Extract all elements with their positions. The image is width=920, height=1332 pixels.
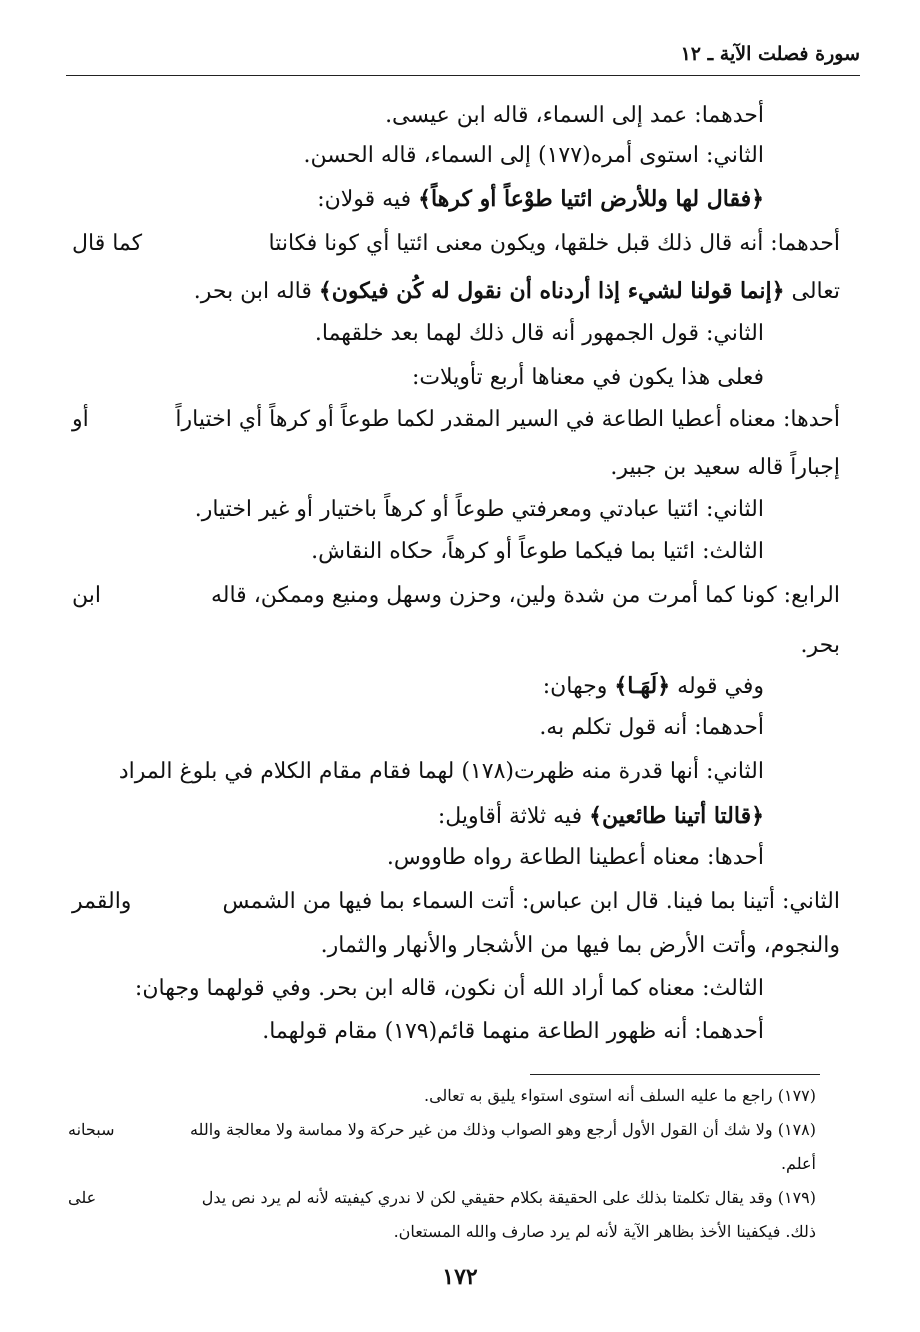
text-span: أو bbox=[72, 407, 89, 432]
running-header: سورة فصلت الآية ـ ١٢ bbox=[680, 43, 860, 65]
text-line: الثاني: استوى أمره(١٧٧) إلى السماء، قاله الحسن. bbox=[303, 143, 764, 168]
text-line bbox=[317, 183, 764, 216]
text-line bbox=[72, 228, 840, 260]
quran-quote: ﴿قالتا أتينا طائعين﴾ bbox=[589, 803, 764, 829]
text-span: والقمر bbox=[72, 889, 132, 914]
text-line: الثاني: قول الجمهور أنه قال ذلك لهما بعد خلقهما. bbox=[314, 321, 764, 346]
text-line: فعلى هذا يكون في معناها أربع تأويلات: bbox=[411, 365, 764, 390]
footnote: (١٧٧) راجع ما عليه السلف أنه استوى استواء يليق به تعالى. bbox=[423, 1086, 816, 1105]
quran-quote: ﴿إنما قولنا لشيء إذا أردناه أن نقول له كُن فيكون﴾ bbox=[318, 278, 785, 304]
text-line: والنجوم، وأتت الأرض بما فيها من الأشجار والأنهار والثمار. bbox=[320, 933, 840, 958]
text-line: أحدهما: أنه قول تكلم به. bbox=[539, 715, 764, 740]
quran-quote: ﴿فقال لها وللأرض ائتيا طوْعاً أو كرهاً﴾ bbox=[418, 186, 764, 212]
text-span: تعالى bbox=[784, 279, 840, 304]
text-span: قاله ابن بحر. bbox=[193, 279, 319, 304]
text-span: فيه قولان: bbox=[317, 187, 419, 212]
text-span: (١٧٩) وقد يقال تكلمتا بذلك على الحقيقة بكلام حقيقي لكن لا ندري كيفيته لأنه لم يرد نص يدل bbox=[201, 1188, 816, 1207]
text-line: الثاني: أنها قدرة منه ظهرت(١٧٨) لهما فقام مقام الكلام في بلوغ المراد bbox=[118, 759, 764, 784]
text-line bbox=[72, 404, 840, 436]
text-span: فيه ثلاثة أقاويل: bbox=[437, 804, 590, 829]
text-line: أحدهما: عمد إلى السماء، قاله ابن عيسى. bbox=[385, 103, 764, 128]
header-rule bbox=[66, 75, 860, 76]
text-line: الثالث: معناه كما أراد الله أن نكون، قاله ابن بحر. وفي قولهما وجهان: bbox=[134, 976, 764, 1001]
text-span: الرابع: كونا كما أمرت من شدة ولين، وحزن وسهل ومنيع وممكن، قاله bbox=[210, 583, 840, 608]
text-line bbox=[72, 886, 840, 918]
footnote bbox=[68, 1186, 816, 1210]
text-span: وفي قوله bbox=[670, 674, 764, 699]
text-line: الثاني: ائتيا عبادتي ومعرفتي طوعاً أو كرهاً باختيار أو غير اختيار. bbox=[194, 497, 764, 522]
text-line: الثالث: ائتيا بما فيكما طوعاً أو كرهاً، حكاه النقاش. bbox=[311, 539, 764, 564]
text-line: أحدها: معناه أعطينا الطاعة رواه طاووس. bbox=[386, 845, 764, 870]
text-span: (١٧٨) ولا شك أن القول الأول أرجع وهو الصواب وذلك من غير حركة ولا مماسة ولا معالجة والله bbox=[189, 1120, 816, 1139]
text-line: أحدهما: أنه ظهور الطاعة منهما قائم(١٧٩) مقام قولهما. bbox=[262, 1019, 764, 1044]
footnote-continuation: ذلك. فيكفينا الأخذ بظاهر الآية لأنه لم يرد صارف والله المستعان. bbox=[393, 1222, 816, 1241]
text-line bbox=[194, 275, 840, 308]
text-span: كما قال bbox=[72, 231, 143, 256]
footnote-continuation: أعلم. bbox=[780, 1154, 816, 1173]
quran-quote: ﴿لَهَـا﴾ bbox=[614, 673, 671, 699]
text-line: إجباراً قاله سعيد بن جبير. bbox=[610, 455, 840, 480]
text-line: بحر. bbox=[800, 633, 840, 658]
text-span: أحدها: معناه أعطيا الطاعة في السير المقدر لكما طوعاً أو كرهاً أي اختياراً bbox=[175, 407, 840, 432]
text-line bbox=[72, 580, 840, 612]
footnote bbox=[68, 1118, 816, 1142]
footnote-rule bbox=[530, 1074, 820, 1075]
page-number: ١٧٢ bbox=[442, 1264, 478, 1290]
text-line bbox=[543, 670, 764, 703]
text-span: أحدهما: أنه قال ذلك قبل خلقها، ويكون معنى ائتيا أي كونا فكانتا bbox=[268, 231, 840, 256]
text-line bbox=[438, 800, 764, 833]
text-span: وجهان: bbox=[542, 674, 615, 699]
text-span: سبحانه bbox=[68, 1120, 115, 1139]
text-span: الثاني: أتينا بما فينا. قال ابن عباس: أتت السماء بما فيها من الشمس bbox=[222, 889, 840, 914]
text-span: ابن bbox=[72, 583, 101, 608]
text-span: على bbox=[68, 1188, 97, 1207]
